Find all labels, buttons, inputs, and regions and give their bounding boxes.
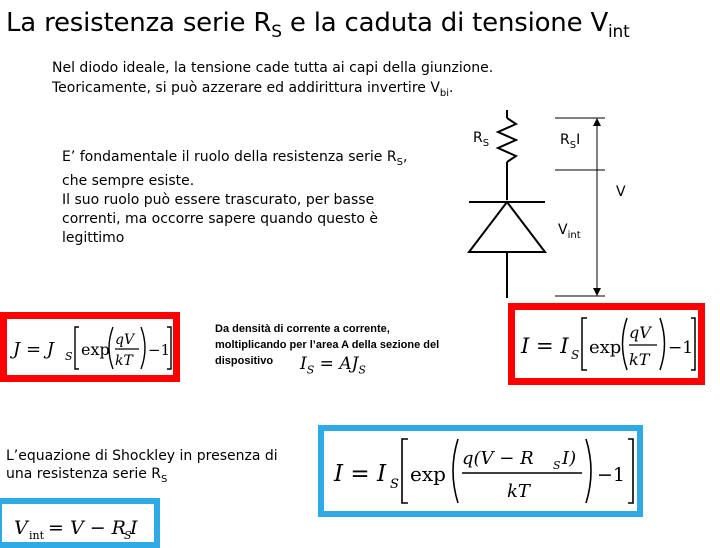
svg-text:−1: −1 <box>148 341 171 359</box>
page-title: La resistenza serie $R_S$ e la caduta di tensione $V_{int}$ <box>6 8 630 42</box>
svg-text:I = I: I = I <box>521 334 569 358</box>
v-arrow-head-top <box>593 118 601 126</box>
current-density-equation-box <box>0 312 180 382</box>
svg-text:= V − R: = V − R <box>48 517 126 539</box>
intro-line-2: Teoricamente, si può azzerare ed addirittura invertire $V_{bi}$. <box>52 80 454 99</box>
svg-text:qV: qV <box>629 323 651 342</box>
v-label: V <box>616 184 626 200</box>
rs-paragraph <box>62 148 442 248</box>
svg-text:kT: kT <box>629 350 650 369</box>
para-line-1: E’ fondamentale il ruolo della resistenza serie $R_S$, <box>62 149 408 168</box>
current-equation <box>515 310 698 378</box>
svg-text:qV: qV <box>115 332 135 348</box>
note-line-1: Da densità di corrente a corrente, <box>215 323 390 335</box>
note-line-3: dispositivo <box>215 355 274 367</box>
rs-label: $R_S$ <box>473 130 490 149</box>
vint-label: $V_{int}$ <box>558 222 581 241</box>
svg-text:exp: exp <box>410 462 446 486</box>
svg-text:V: V <box>14 517 28 539</box>
intro-line-1: Nel diodo ideale, la tensione cade tutta ai capi della giunzione. <box>52 60 494 76</box>
shockley-line-1: L’equazione di Shockley in presenza di <box>6 448 278 464</box>
shockley-caption <box>6 447 296 489</box>
resistor-symbol <box>498 118 516 162</box>
v-arrow-head-bottom <box>593 288 601 296</box>
svg-text:exp: exp <box>589 337 622 358</box>
rsi-label: $R_SI$ <box>560 132 581 151</box>
svg-text:S: S <box>553 459 561 472</box>
shockley-equation <box>324 431 637 511</box>
area-formula: $I_S = AJ_S$ <box>300 354 366 377</box>
para-line-5: legittimo <box>62 229 125 246</box>
svg-text:S: S <box>124 529 132 542</box>
current-equation-box <box>508 303 705 385</box>
svg-text:J = J: J = J <box>13 339 54 360</box>
shockley-line-2: una resistenza serie $R_S$ <box>6 466 168 485</box>
svg-text:−1: −1 <box>668 338 694 358</box>
current-density-equation <box>7 319 173 375</box>
para-line-4: correnti, ma occorre sapere quando questo è <box>62 210 378 227</box>
svg-text:S: S <box>65 350 73 363</box>
svg-text:int: int <box>29 529 45 542</box>
para-line-3: Il suo ruolo può essere trascurato, per basse <box>62 191 375 208</box>
svg-text:S: S <box>390 477 399 492</box>
svg-text:I): I) <box>562 448 577 469</box>
diode-triangle <box>469 202 545 252</box>
svg-text:I = I: I = I <box>334 461 387 487</box>
note-line-2: moltiplicando per l’area A della sezione del <box>215 339 440 351</box>
svg-text:I: I <box>130 517 138 539</box>
vint-equation <box>2 508 154 544</box>
svg-text:q(V − R: q(V − R <box>462 448 534 469</box>
vint-equation-box <box>0 498 160 548</box>
svg-text:S: S <box>571 348 580 362</box>
svg-text:kT: kT <box>115 353 133 369</box>
svg-text:−1: −1 <box>597 464 626 486</box>
svg-text:kT: kT <box>507 481 530 502</box>
intro-text <box>52 58 572 104</box>
shockley-equation-box <box>318 425 643 517</box>
svg-text:exp: exp <box>81 340 110 359</box>
para-line-2: che sempre esiste. <box>62 172 195 189</box>
